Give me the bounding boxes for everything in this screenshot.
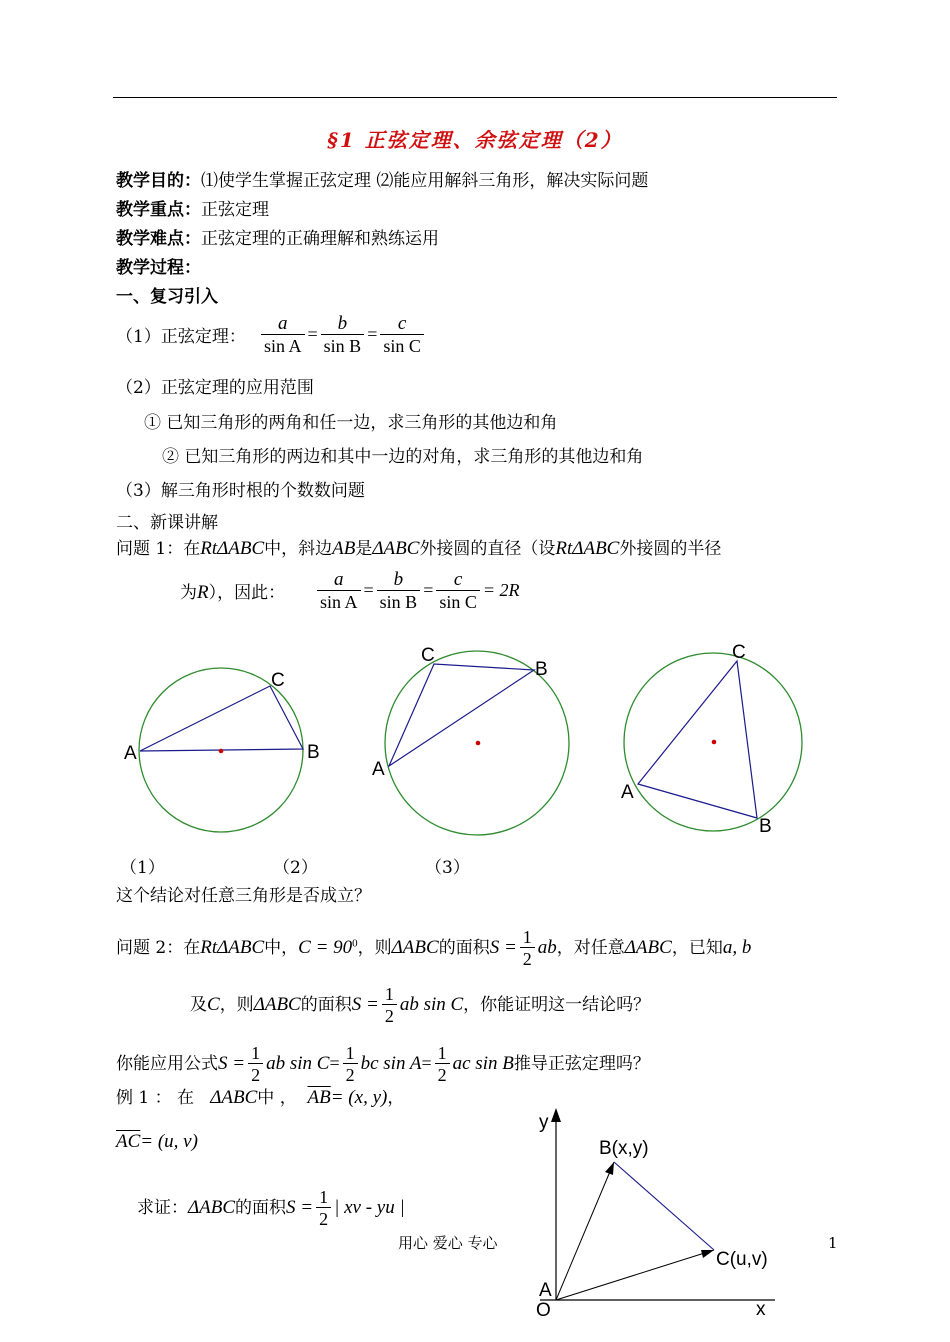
q2-text: ，则 (219, 995, 254, 1015)
x-axis-label: x (756, 1299, 766, 1320)
radius-r: R (197, 582, 209, 603)
frac-den-sinA: sin A (264, 336, 302, 356)
frac-num-b: b (321, 314, 365, 335)
rt-triangle-abc: RtΔABC (200, 937, 265, 958)
q2-text: ，已知 (671, 938, 723, 958)
ab-sin-c: ab sin C (266, 1053, 330, 1074)
figure-caption-1: （1） (120, 858, 165, 878)
prove-line (137, 1187, 405, 1230)
abs-expression: | xv - yu | (334, 1197, 405, 1218)
prove-text: 求证： (137, 1198, 188, 1218)
frac-den-sinC: sin C (439, 592, 477, 612)
center-dot (712, 740, 717, 745)
q1-text: 外接圆的半径 (619, 539, 722, 559)
figure-2 (372, 645, 569, 835)
side-ab: AB (332, 538, 356, 559)
vertex-a-label: A (372, 759, 385, 780)
coordinate-figure (536, 1108, 775, 1321)
q2-text: ，你能证明这一结论吗？ (463, 995, 651, 1015)
area-s: S = (218, 1053, 246, 1074)
figure-caption-3: （3） (425, 858, 470, 878)
frac-den-sinA: sin A (320, 592, 358, 612)
area-s: S = (286, 1197, 314, 1218)
vertex-a-label: A (124, 743, 137, 764)
frac-two: 2 (345, 1065, 355, 1085)
equals-sign: = (329, 1053, 340, 1073)
y-axis-label: y (539, 1112, 549, 1133)
frac-den-sinB: sin B (323, 336, 362, 356)
equals-sign: = (367, 324, 378, 344)
equals-sign: = (307, 324, 318, 344)
frac-two: 2 (437, 1065, 447, 1085)
frac-two: 2 (522, 949, 532, 969)
triangle-abc: ΔABC (210, 1087, 258, 1108)
question3-line (116, 1043, 650, 1086)
scope-item-b: ② 已知三角形的两边和其中一边的对角，求三角形的其他边和角 (162, 447, 644, 467)
figure-caption-2: （2） (273, 858, 318, 878)
vector-ab-value: = (x, y) (330, 1087, 388, 1108)
process-label: 教学过程： (116, 258, 201, 278)
q1-text: 中，斜边 (264, 539, 333, 559)
frac-num-c: c (380, 314, 424, 335)
objectives-text: ⑴使学生掌握正弦定理 ⑵能应用解斜三角形，解决实际问题 (201, 171, 649, 191)
product-ab: ab (537, 937, 557, 958)
frac-one: 1 (248, 1043, 263, 1064)
vertex-c-label: C (732, 642, 746, 663)
q3-text: 推导正弦定理吗？ (513, 1054, 650, 1074)
vertex-a-label: A (621, 782, 634, 803)
roots-count-line: （3）解三角形时根的个数数问题 (116, 481, 365, 501)
vector-ac-arrow (701, 1250, 714, 1258)
q2-text: 的面积 (438, 938, 490, 958)
vector-ab-text: $\overline{AB}$ (307, 1087, 331, 1108)
q2-text: ，对任意 (556, 938, 625, 958)
frac-two: 2 (384, 1006, 394, 1026)
vertex-b-label: B (759, 816, 772, 837)
q1-prefix: 问题 1：在 (116, 539, 201, 559)
angle-c: C (207, 994, 220, 1015)
vector-ab (556, 1162, 614, 1300)
page-number: 1 (828, 1234, 838, 1252)
point-c-label: C(u,v) (716, 1249, 768, 1270)
frac-one: 1 (316, 1187, 331, 1208)
vertex-c-label: C (421, 645, 435, 666)
triangle (638, 661, 757, 818)
ac-sin-b: ac sin B (452, 1053, 514, 1074)
vector-ac-text: $\overline{AC}$ (116, 1131, 141, 1152)
equals-sign: = (423, 580, 434, 600)
frac-one: 1 (520, 927, 535, 948)
vector-ac (556, 1250, 714, 1300)
difficulty-text: 正弦定理的正确理解和熟练运用 (201, 229, 439, 249)
q2-text: 的面积 (300, 995, 352, 1015)
example1-line2 (116, 1131, 198, 1153)
equals-sign: = (421, 1053, 432, 1073)
frac-num-b: b (377, 570, 421, 591)
figure-3 (621, 642, 802, 837)
center-dot (219, 749, 224, 754)
triangle-abc: ΔABC (391, 937, 439, 958)
q1-text: 为 (180, 583, 197, 603)
triangle-abc: ΔABC (372, 538, 420, 559)
frac-two: 2 (251, 1065, 261, 1085)
footer-motto: 用心 爱心 专心 (398, 1234, 498, 1252)
ex1-text: 例 1 ： 在 (116, 1088, 195, 1108)
vertex-b-label: B (535, 659, 548, 680)
vector-ac-value: = (u, v) (140, 1131, 198, 1152)
y-axis-arrow (551, 1108, 561, 1122)
q2-text: 及 (190, 995, 207, 1015)
q2-text: ，则 (357, 938, 392, 958)
question2-line2 (190, 984, 650, 1027)
point-b-label: B(x,y) (599, 1138, 649, 1159)
frac-one: 1 (343, 1043, 358, 1064)
scope-heading: （2）正弦定理的应用范围 (116, 378, 314, 398)
page-title: §1 正弦定理、余弦定理（2） (327, 128, 623, 152)
triangle-abc: ΔABC (188, 1197, 236, 1218)
rt-triangle-abc: RtΔABC (200, 538, 265, 559)
triangle-abc: ΔABC (253, 994, 301, 1015)
figure-1 (124, 668, 320, 832)
degree-mark: 0 (352, 937, 358, 950)
q2-text: 问题 2：在 (116, 938, 201, 958)
frac-den-sinC: sin C (383, 336, 421, 356)
triangle-abc: ΔABC (624, 937, 672, 958)
objectives-label: 教学目的： (116, 171, 201, 191)
bc-sin-a: bc sin A (360, 1053, 422, 1074)
q1-text: 外接圆的直径（设 (419, 539, 556, 559)
q3-text: 你能应用公式 (116, 1054, 218, 1074)
vertex-c-label: C (271, 670, 285, 691)
q2-text: 中， (264, 938, 299, 958)
frac-two: 2 (319, 1209, 329, 1229)
triangle (140, 686, 303, 751)
frac-one: 1 (435, 1043, 450, 1064)
q1-text: ），因此： (208, 583, 286, 603)
vertex-b-label: B (307, 742, 320, 763)
example1-line1: 例 1 ： 在 ΔABC中 ， $\overline{AB}= (x$, y)， (116, 1087, 405, 1108)
rt-triangle-abc: RtΔABC (555, 538, 620, 559)
section1-heading: 一、复习引入 (116, 287, 218, 307)
frac-one: 1 (382, 984, 397, 1005)
segment-bc (614, 1162, 714, 1250)
angle-c-90: C = 90 (298, 937, 353, 958)
section2-heading: 二、新课讲解 (116, 513, 218, 533)
key-point-text: 正弦定理 (201, 200, 269, 220)
ab-sin-c: ab sin C (399, 994, 464, 1015)
equals-sign: = (363, 580, 374, 600)
key-point-label: 教学重点： (116, 200, 201, 220)
scope-item-a: ① 已知三角形的两角和任一边，求三角形的其他边和角 (144, 413, 558, 433)
prove-text: 的面积 (235, 1198, 287, 1218)
center-dot (476, 741, 481, 746)
sine-rule-label: （1）正弦定理： (116, 327, 246, 347)
point-a-label: A (539, 1280, 552, 1301)
origin-label: O (536, 1300, 551, 1321)
sides-a-b: a, b (722, 937, 752, 958)
q1-text: 是 (355, 539, 373, 559)
vector-ab-arrow (605, 1162, 614, 1175)
question2-line1 (116, 927, 751, 970)
area-s: S = (489, 937, 517, 958)
frac-num-a: a (261, 314, 305, 335)
frac-num-c: c (436, 570, 480, 591)
frac-den-sinB: sin B (379, 592, 418, 612)
frac-num-a: a (317, 570, 361, 591)
ex1-text: 中 ， (257, 1088, 297, 1108)
difficulty-label: 教学难点： (116, 229, 201, 249)
conclusion-question: 这个结论对任意三角形是否成立？ (116, 886, 371, 906)
equals-2r: = 2R (482, 580, 520, 600)
area-s: S = (351, 994, 379, 1015)
